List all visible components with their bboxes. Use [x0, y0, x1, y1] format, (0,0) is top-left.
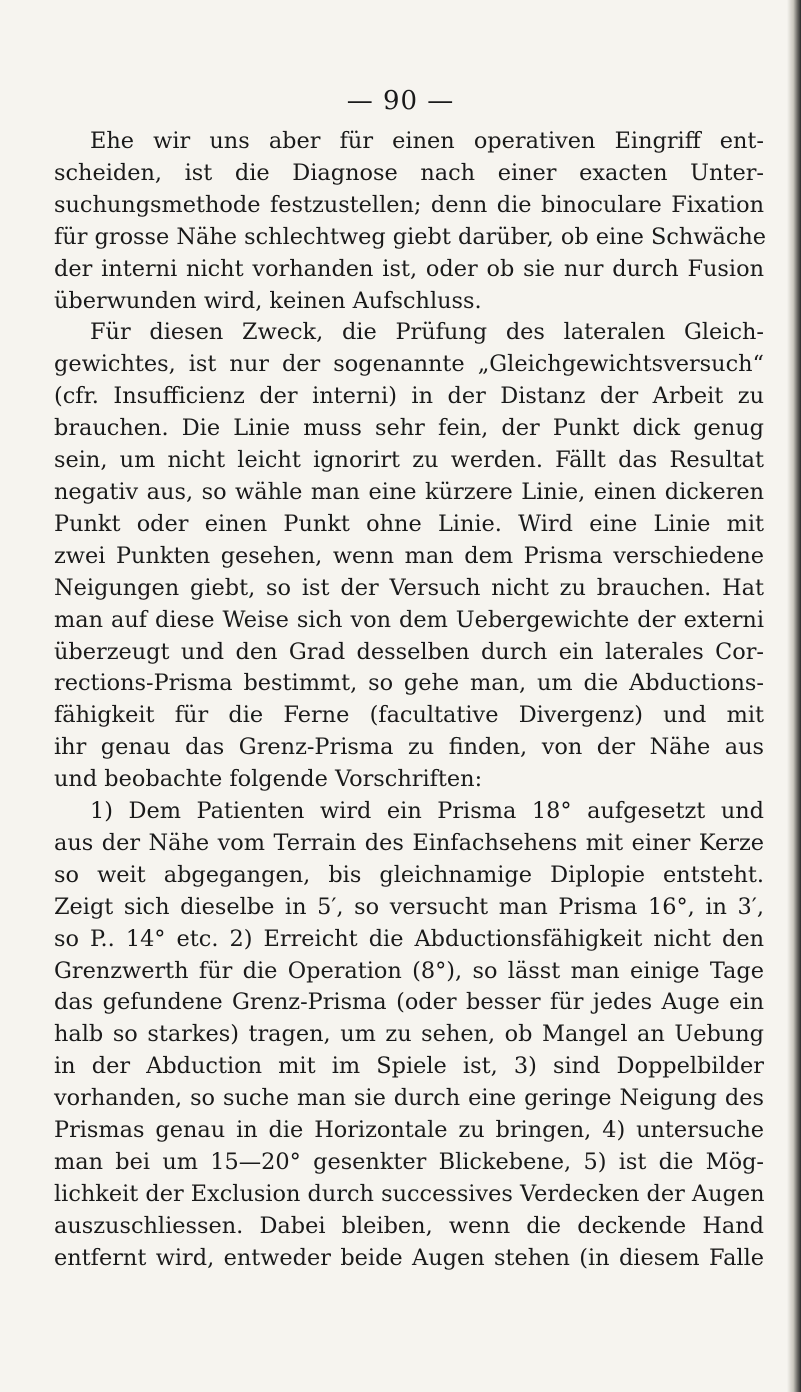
text-line: brauchen. Die Linie muss sehr fein, der Punkt dick genug: [54, 415, 764, 442]
text-line: Prismas genau in die Horizontale zu bringen, 4) untersuche: [54, 1117, 764, 1144]
text-line: negativ aus, so wähle man eine kürzere Linie, einen dickeren: [54, 478, 764, 505]
text-line: Neigungen giebt, so ist der Versuch nicht zu brauchen. Hat: [54, 574, 764, 601]
text-line: und beobachte folgende Vorschriften:: [54, 766, 483, 793]
body-text: [54, 126, 767, 1275]
text-line: Für diesen Zweck, die Prüfung des lateralen Gleich-: [90, 319, 764, 346]
text-line: lichkeit der Exclusion durch successives Verdecken der Augen: [54, 1180, 765, 1207]
text-line: Punkt oder einen Punkt ohne Linie. Wird eine Linie mit: [54, 510, 764, 537]
text-line: der interni nicht vorhanden ist, oder ob sie nur durch Fusion: [54, 255, 764, 282]
text-line: 1) Dem Patienten wird ein Prisma 18° aufgesetzt und: [90, 798, 764, 825]
text-line: man bei um 15—20° gesenkter Blickebene, 5) ist die Mög-: [54, 1149, 764, 1175]
text-line: gewichtes, ist nur der sogenannte „Gleichgewichtsversuch“: [54, 351, 764, 378]
text-line: sein, um nicht leicht ignorirt zu werden. Fällt das Resultat: [54, 447, 764, 474]
text-line: überzeugt und den Grad desselben durch ein laterales Cor-: [54, 638, 764, 665]
page-edge-shadow: [787, 0, 801, 1392]
text-line: entfernt wird, entweder beide Augen stehen (in diesem Falle: [54, 1244, 764, 1271]
text-line: vorhanden, so suche man sie durch eine geringe Neigung des: [54, 1085, 764, 1112]
text-line: scheiden, ist die Diagnose nach einer exacten Unter-: [54, 159, 764, 186]
text-line: auszuschliessen. Dabei bleiben, wenn die deckende Hand: [54, 1212, 764, 1239]
text-line: aus der Nähe vom Terrain des Einfachsehens mit einer Kerze: [54, 829, 764, 856]
text-line: halb so starkes) tragen, um zu sehen, ob Mangel an Uebung: [54, 1021, 764, 1048]
text-line: überwunden wird, keinen Aufschluss.: [54, 287, 482, 314]
text-line: man auf diese Weise sich von dem Uebergewichte der externi: [54, 606, 764, 633]
text-line: zwei Punkten gesehen, wenn man dem Prisma verschiedene: [54, 542, 764, 569]
text-line: in der Abduction mit im Spiele ist, 3) sind Doppelbilder: [54, 1053, 764, 1080]
text-line: fähigkeit für die Ferne (facultative Divergenz) und mit: [54, 702, 764, 729]
text-line: (cfr. Insufficienz der interni) in der Distanz der Arbeit zu: [54, 383, 764, 410]
text-line: so P.. 14° etc. 2) Erreicht die Abductionsfähigkeit nicht den: [54, 925, 764, 952]
text-line: Zeigt sich dieselbe in 5′, so versucht man Prisma 16°, in 3′,: [54, 893, 764, 920]
text-line: so weit abgegangen, bis gleichnamige Diplopie entsteht.: [54, 861, 764, 888]
text-line: ihr genau das Grenz-Prisma zu finden, von der Nähe aus: [54, 734, 764, 761]
text-line: Grenzwerth für die Operation (8°), so lässt man einige Tage: [54, 957, 764, 984]
text-line: rections-Prisma bestimmt, so gehe man, um die Abductions-: [54, 670, 764, 697]
text-line: für grosse Nähe schlechtweg giebt darüber, ob eine Schwäche: [54, 223, 767, 250]
text-line: das gefundene Grenz-Prisma (oder besser für jedes Auge ein: [54, 989, 764, 1016]
text-line: Ehe wir uns aber für einen operativen Eingriff ent-: [90, 128, 764, 154]
page-number: — 90 —: [346, 86, 455, 116]
text-line: suchungsmethode festzustellen; denn die binoculare Fixation: [54, 191, 764, 218]
